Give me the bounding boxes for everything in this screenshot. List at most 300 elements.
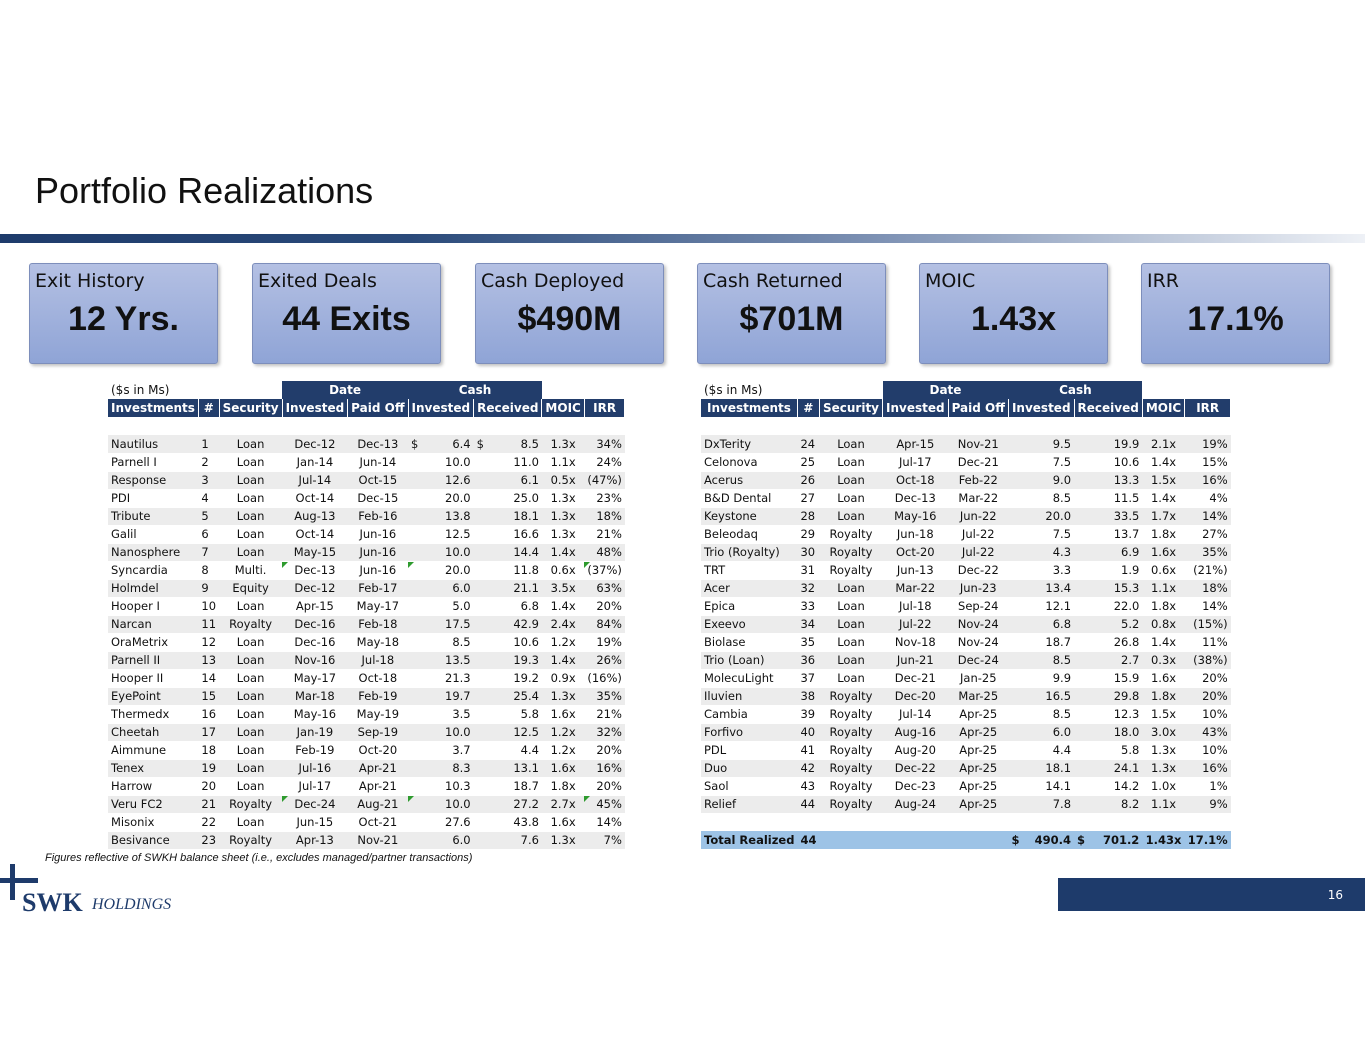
investment-name: Saol bbox=[701, 777, 797, 795]
total-irr: 17.1% bbox=[1185, 831, 1231, 849]
cash-received: 18.1 bbox=[474, 507, 542, 525]
deal-number: 32 bbox=[797, 579, 819, 597]
irr-value: 26% bbox=[584, 651, 625, 669]
security-type: Royalty bbox=[819, 543, 882, 561]
table-row bbox=[701, 489, 1231, 507]
deal-number: 2 bbox=[198, 453, 219, 471]
cash-received: 11.8 bbox=[474, 561, 542, 579]
cash-invested: 4.4 bbox=[1008, 741, 1074, 759]
moic-value: 0.6x bbox=[1142, 561, 1184, 579]
date-invested: Dec-13 bbox=[282, 561, 348, 579]
cash-received: 2.7 bbox=[1074, 651, 1142, 669]
moic-value: 1.8x bbox=[542, 777, 584, 795]
security-type: Loan bbox=[219, 759, 282, 777]
cash-invested: 4.3 bbox=[1008, 543, 1074, 561]
investment-name: Narcan bbox=[108, 615, 198, 633]
security-type: Loan bbox=[819, 489, 882, 507]
date-paid-off: Jun-16 bbox=[348, 561, 408, 579]
date-invested: Oct-14 bbox=[282, 489, 348, 507]
date-invested: Dec-23 bbox=[883, 777, 949, 795]
cash-received: 12.5 bbox=[474, 723, 542, 741]
date-paid-off: Feb-18 bbox=[348, 615, 408, 633]
cash-received: 25.0 bbox=[474, 489, 542, 507]
cash-received: 27.2 bbox=[474, 795, 542, 813]
cash-received: 24.1 bbox=[1074, 759, 1142, 777]
investment-name: Forfivo bbox=[701, 723, 797, 741]
date-paid-off: Feb-19 bbox=[348, 687, 408, 705]
cash-invested: 8.3 bbox=[408, 759, 474, 777]
security-type: Loan bbox=[819, 435, 882, 453]
table-row bbox=[701, 705, 1231, 723]
date-paid-off: Nov-21 bbox=[348, 831, 408, 849]
irr-value: (38%) bbox=[1185, 651, 1231, 669]
total-count: 44 bbox=[797, 831, 819, 849]
moic-value: 1.7x bbox=[1142, 507, 1184, 525]
cash-received: 18.0 bbox=[1074, 723, 1142, 741]
table-row bbox=[108, 543, 625, 561]
table-row bbox=[108, 435, 625, 453]
date-invested: Nov-16 bbox=[282, 651, 348, 669]
table-row bbox=[701, 741, 1231, 759]
date-invested: Feb-19 bbox=[282, 741, 348, 759]
date-invested: Jun-18 bbox=[883, 525, 949, 543]
moic-value: 1.4x bbox=[1142, 633, 1184, 651]
date-invested: Dec-16 bbox=[282, 615, 348, 633]
deal-number: 19 bbox=[198, 759, 219, 777]
col-header-received: Received bbox=[1074, 399, 1142, 417]
title-divider-bar bbox=[0, 234, 1365, 243]
stat-label: Cash Returned bbox=[703, 270, 843, 292]
cash-received: 26.8 bbox=[1074, 633, 1142, 651]
date-paid-off: Apr-25 bbox=[948, 777, 1008, 795]
moic-value: 1.6x bbox=[542, 813, 584, 831]
investment-name: Acerus bbox=[701, 471, 797, 489]
irr-value: 11% bbox=[1185, 633, 1231, 651]
cash-received: 15.9 bbox=[1074, 669, 1142, 687]
date-paid-off: Sep-24 bbox=[948, 597, 1008, 615]
moic-value: 1.4x bbox=[542, 597, 584, 615]
irr-value: 16% bbox=[584, 759, 625, 777]
table-row bbox=[108, 525, 625, 543]
cash-received: 19.2 bbox=[474, 669, 542, 687]
date-invested: Mar-22 bbox=[883, 579, 949, 597]
col-header-moic: MOIC bbox=[542, 399, 584, 417]
footnote: Figures reflective of SWKH balance sheet (i.e., excludes managed/partner transactions) bbox=[45, 852, 473, 864]
cash-invested: 27.6 bbox=[408, 813, 474, 831]
table-row bbox=[701, 687, 1231, 705]
stat-value: 17.1% bbox=[1187, 300, 1284, 338]
irr-value: 20% bbox=[1185, 687, 1231, 705]
cash-invested: 9.5 bbox=[1008, 435, 1074, 453]
deal-number: 16 bbox=[198, 705, 219, 723]
moic-value: 1.5x bbox=[1142, 705, 1184, 723]
security-type: Loan bbox=[219, 507, 282, 525]
cash-invested: $ 6.4 bbox=[408, 435, 474, 453]
date-paid-off: Feb-17 bbox=[348, 579, 408, 597]
swk-holdings-logo bbox=[0, 860, 200, 915]
security-type: Loan bbox=[819, 471, 882, 489]
deal-number: 20 bbox=[198, 777, 219, 795]
deal-number: 36 bbox=[797, 651, 819, 669]
irr-value: 9% bbox=[1185, 795, 1231, 813]
cash-received: 15.3 bbox=[1074, 579, 1142, 597]
moic-value: 1.6x bbox=[542, 759, 584, 777]
cash-invested: 18.7 bbox=[1008, 633, 1074, 651]
irr-value: 63% bbox=[584, 579, 625, 597]
security-type: Loan bbox=[219, 633, 282, 651]
date-invested: Dec-12 bbox=[282, 579, 348, 597]
table-row bbox=[701, 579, 1231, 597]
date-paid-off: Aug-21 bbox=[348, 795, 408, 813]
moic-value: 1.6x bbox=[1142, 669, 1184, 687]
cash-invested: 8.5 bbox=[1008, 489, 1074, 507]
date-invested: Jun-21 bbox=[883, 651, 949, 669]
stat-value: $490M bbox=[517, 300, 622, 338]
date-invested: Jul-14 bbox=[282, 471, 348, 489]
cash-received: 42.9 bbox=[474, 615, 542, 633]
investment-name: Holmdel bbox=[108, 579, 198, 597]
security-type: Loan bbox=[819, 507, 882, 525]
table-row bbox=[108, 561, 625, 579]
irr-value: (37%) bbox=[584, 561, 625, 579]
deal-number: 13 bbox=[198, 651, 219, 669]
cash-received: 25.4 bbox=[474, 687, 542, 705]
irr-value: 18% bbox=[1185, 579, 1231, 597]
security-type: Royalty bbox=[819, 759, 882, 777]
irr-value: (15%) bbox=[1185, 615, 1231, 633]
date-paid-off: Jan-25 bbox=[948, 669, 1008, 687]
table-row bbox=[701, 453, 1231, 471]
deal-number: 9 bbox=[198, 579, 219, 597]
security-type: Loan bbox=[219, 471, 282, 489]
deal-number: 17 bbox=[198, 723, 219, 741]
investment-name: Trio (Loan) bbox=[701, 651, 797, 669]
irr-value: 14% bbox=[1185, 597, 1231, 615]
cash-group-header: Cash bbox=[408, 381, 542, 399]
cash-invested: 3.3 bbox=[1008, 561, 1074, 579]
date-paid-off: May-19 bbox=[348, 705, 408, 723]
cash-received: 14.4 bbox=[474, 543, 542, 561]
date-invested: Oct-14 bbox=[282, 525, 348, 543]
security-type: Royalty bbox=[819, 705, 882, 723]
deal-number: 5 bbox=[198, 507, 219, 525]
col-header-date-invested: Invested bbox=[282, 399, 348, 417]
date-invested: Dec-24 bbox=[282, 795, 348, 813]
table-row bbox=[701, 543, 1231, 561]
stat-card-cash-deployed bbox=[475, 263, 664, 364]
investment-name: Thermedx bbox=[108, 705, 198, 723]
cash-received: 6.8 bbox=[474, 597, 542, 615]
investment-name: OraMetrix bbox=[108, 633, 198, 651]
irr-value: 32% bbox=[584, 723, 625, 741]
date-paid-off: Nov-21 bbox=[948, 435, 1008, 453]
stat-card-exited-deals bbox=[252, 263, 441, 364]
irr-value: 20% bbox=[584, 597, 625, 615]
deal-number: 12 bbox=[198, 633, 219, 651]
investment-name: Epica bbox=[701, 597, 797, 615]
col-header-number: # bbox=[198, 399, 219, 417]
date-paid-off: Jun-22 bbox=[948, 507, 1008, 525]
deal-number: 34 bbox=[797, 615, 819, 633]
investment-name: Keystone bbox=[701, 507, 797, 525]
table-row bbox=[108, 759, 625, 777]
cash-invested: 6.0 bbox=[408, 831, 474, 849]
irr-value: 35% bbox=[1185, 543, 1231, 561]
deal-number: 15 bbox=[198, 687, 219, 705]
date-paid-off: Apr-21 bbox=[348, 759, 408, 777]
date-invested: Mar-18 bbox=[282, 687, 348, 705]
table-row bbox=[108, 615, 625, 633]
date-invested: Dec-20 bbox=[883, 687, 949, 705]
date-paid-off: Apr-25 bbox=[948, 705, 1008, 723]
irr-value: 20% bbox=[584, 741, 625, 759]
security-type: Loan bbox=[819, 579, 882, 597]
moic-value: 1.5x bbox=[1142, 471, 1184, 489]
investment-name: PDL bbox=[701, 741, 797, 759]
date-paid-off: Jun-16 bbox=[348, 543, 408, 561]
cash-invested: 10.3 bbox=[408, 777, 474, 795]
total-received: $ 701.2 bbox=[1074, 831, 1142, 849]
deal-number: 42 bbox=[797, 759, 819, 777]
moic-value: 0.3x bbox=[1142, 651, 1184, 669]
date-invested: Dec-22 bbox=[883, 759, 949, 777]
date-paid-off: Oct-18 bbox=[348, 669, 408, 687]
col-header-irr: IRR bbox=[584, 399, 625, 417]
cash-invested: 10.0 bbox=[408, 543, 474, 561]
date-paid-off: Jun-14 bbox=[348, 453, 408, 471]
irr-value: 10% bbox=[1185, 741, 1231, 759]
date-invested: Jul-14 bbox=[883, 705, 949, 723]
table-row bbox=[701, 507, 1231, 525]
investment-name: Tribute bbox=[108, 507, 198, 525]
stat-value: 12 Yrs. bbox=[68, 300, 179, 338]
cash-received: 13.7 bbox=[1074, 525, 1142, 543]
cash-invested: 13.4 bbox=[1008, 579, 1074, 597]
deal-number: 4 bbox=[198, 489, 219, 507]
cash-invested: 17.5 bbox=[408, 615, 474, 633]
deal-number: 41 bbox=[797, 741, 819, 759]
date-paid-off: Apr-25 bbox=[948, 741, 1008, 759]
security-type: Royalty bbox=[819, 561, 882, 579]
moic-value: 1.3x bbox=[542, 687, 584, 705]
irr-value: 14% bbox=[584, 813, 625, 831]
col-header-investments: Investments bbox=[108, 399, 198, 417]
irr-value: 20% bbox=[584, 777, 625, 795]
logo-brand: SWK bbox=[22, 888, 83, 917]
security-type: Loan bbox=[219, 705, 282, 723]
irr-value: 20% bbox=[1185, 669, 1231, 687]
table-row bbox=[701, 759, 1231, 777]
cash-invested: 14.1 bbox=[1008, 777, 1074, 795]
cash-received: 22.0 bbox=[1074, 597, 1142, 615]
moic-value: 1.4x bbox=[1142, 453, 1184, 471]
deal-number: 27 bbox=[797, 489, 819, 507]
table-row bbox=[108, 507, 625, 525]
cash-invested: 7.8 bbox=[1008, 795, 1074, 813]
date-paid-off: Jun-16 bbox=[348, 525, 408, 543]
deal-number: 37 bbox=[797, 669, 819, 687]
page-number-bar bbox=[1058, 878, 1365, 911]
cash-invested: 7.5 bbox=[1008, 525, 1074, 543]
deal-number: 28 bbox=[797, 507, 819, 525]
security-type: Royalty bbox=[819, 795, 882, 813]
investment-name: Response bbox=[108, 471, 198, 489]
col-header-irr: IRR bbox=[1185, 399, 1231, 417]
cash-received: 43.8 bbox=[474, 813, 542, 831]
date-paid-off: Dec-15 bbox=[348, 489, 408, 507]
units-label: ($s in Ms) bbox=[108, 381, 282, 399]
cash-received: $ 8.5 bbox=[474, 435, 542, 453]
irr-value: 48% bbox=[584, 543, 625, 561]
realizations-table-left bbox=[108, 381, 625, 850]
investment-name: TRT bbox=[701, 561, 797, 579]
investment-name: Misonix bbox=[108, 813, 198, 831]
table-row bbox=[701, 651, 1231, 669]
stat-label: Exited Deals bbox=[258, 270, 377, 292]
cash-invested: 20.0 bbox=[1008, 507, 1074, 525]
table-row bbox=[701, 795, 1231, 813]
irr-value: 35% bbox=[584, 687, 625, 705]
irr-value: 4% bbox=[1185, 489, 1231, 507]
deal-number: 10 bbox=[198, 597, 219, 615]
security-type: Loan bbox=[219, 723, 282, 741]
investment-name: Besivance bbox=[108, 831, 198, 849]
investment-name: DxTerity bbox=[701, 435, 797, 453]
investment-name: Cheetah bbox=[108, 723, 198, 741]
deal-number: 29 bbox=[797, 525, 819, 543]
cash-received: 29.8 bbox=[1074, 687, 1142, 705]
deal-number: 30 bbox=[797, 543, 819, 561]
cash-received: 5.2 bbox=[1074, 615, 1142, 633]
date-paid-off: Apr-21 bbox=[348, 777, 408, 795]
stat-label: IRR bbox=[1147, 270, 1180, 292]
irr-value: 19% bbox=[584, 633, 625, 651]
investment-name: Veru FC2 bbox=[108, 795, 198, 813]
deal-number: 43 bbox=[797, 777, 819, 795]
cash-received: 10.6 bbox=[474, 633, 542, 651]
moic-value: 2.4x bbox=[542, 615, 584, 633]
irr-value: 45% bbox=[584, 795, 625, 813]
stat-card-exit-history bbox=[29, 263, 218, 364]
cash-invested: 10.0 bbox=[408, 453, 474, 471]
col-header-cash-invested: Invested bbox=[408, 399, 474, 417]
date-invested: Aug-13 bbox=[282, 507, 348, 525]
cash-invested: 18.1 bbox=[1008, 759, 1074, 777]
date-paid-off: Dec-21 bbox=[948, 453, 1008, 471]
page-title: Portfolio Realizations bbox=[35, 170, 374, 211]
page-number: 16 bbox=[1327, 888, 1343, 902]
moic-value: 1.2x bbox=[542, 723, 584, 741]
investment-name: B&D Dental bbox=[701, 489, 797, 507]
moic-value: 1.3x bbox=[542, 435, 584, 453]
cash-received: 11.5 bbox=[1074, 489, 1142, 507]
cash-invested: 19.7 bbox=[408, 687, 474, 705]
date-invested: Dec-13 bbox=[883, 489, 949, 507]
table-row bbox=[108, 489, 625, 507]
moic-value: 1.4x bbox=[1142, 489, 1184, 507]
moic-value: 1.8x bbox=[1142, 525, 1184, 543]
irr-value: 15% bbox=[1185, 453, 1231, 471]
col-header-number: # bbox=[797, 399, 819, 417]
table-row bbox=[108, 741, 625, 759]
date-invested: May-17 bbox=[282, 669, 348, 687]
table-row bbox=[108, 597, 625, 615]
deal-number: 14 bbox=[198, 669, 219, 687]
cash-invested: 6.0 bbox=[408, 579, 474, 597]
cash-received: 18.7 bbox=[474, 777, 542, 795]
date-invested: Aug-16 bbox=[883, 723, 949, 741]
investment-name: Hooper I bbox=[108, 597, 198, 615]
stat-label: MOIC bbox=[925, 270, 976, 292]
table-row bbox=[108, 723, 625, 741]
cash-invested: 20.0 bbox=[408, 489, 474, 507]
cash-invested: 21.3 bbox=[408, 669, 474, 687]
total-label: Total Realized bbox=[701, 831, 797, 849]
units-label: ($s in Ms) bbox=[701, 381, 883, 399]
investment-name: Parnell I bbox=[108, 453, 198, 471]
deal-number: 25 bbox=[797, 453, 819, 471]
moic-value: 0.8x bbox=[1142, 615, 1184, 633]
date-paid-off: Jul-22 bbox=[948, 543, 1008, 561]
security-type: Loan bbox=[219, 741, 282, 759]
security-type: Loan bbox=[819, 633, 882, 651]
deal-number: 40 bbox=[797, 723, 819, 741]
date-invested: Jun-13 bbox=[883, 561, 949, 579]
cash-invested: 9.9 bbox=[1008, 669, 1074, 687]
moic-value: 0.9x bbox=[542, 669, 584, 687]
moic-value: 1.2x bbox=[542, 633, 584, 651]
table-row bbox=[108, 831, 625, 849]
date-invested: Jul-17 bbox=[282, 777, 348, 795]
irr-value: (16%) bbox=[584, 669, 625, 687]
stat-card-cash-returned bbox=[697, 263, 886, 364]
date-paid-off: Nov-24 bbox=[948, 615, 1008, 633]
security-type: Equity bbox=[219, 579, 282, 597]
moic-value: 3.5x bbox=[542, 579, 584, 597]
cash-received: 16.6 bbox=[474, 525, 542, 543]
date-paid-off: May-17 bbox=[348, 597, 408, 615]
security-type: Loan bbox=[219, 597, 282, 615]
date-invested: May-15 bbox=[282, 543, 348, 561]
cash-received: 14.2 bbox=[1074, 777, 1142, 795]
table-row bbox=[701, 633, 1231, 651]
deal-number: 44 bbox=[797, 795, 819, 813]
security-type: Royalty bbox=[819, 525, 882, 543]
total-invested: $ 490.4 bbox=[1008, 831, 1074, 849]
deal-number: 21 bbox=[198, 795, 219, 813]
col-header-moic: MOIC bbox=[1142, 399, 1184, 417]
irr-value: 24% bbox=[584, 453, 625, 471]
date-paid-off: Oct-21 bbox=[348, 813, 408, 831]
table-row bbox=[108, 705, 625, 723]
moic-value: 1.3x bbox=[542, 507, 584, 525]
cash-received: 5.8 bbox=[1074, 741, 1142, 759]
moic-value: 1.1x bbox=[542, 453, 584, 471]
irr-value: 34% bbox=[584, 435, 625, 453]
cash-invested: 13.5 bbox=[408, 651, 474, 669]
table-row bbox=[701, 597, 1231, 615]
cash-invested: 6.8 bbox=[1008, 615, 1074, 633]
irr-value: 14% bbox=[1185, 507, 1231, 525]
deal-number: 7 bbox=[198, 543, 219, 561]
stat-value: $701M bbox=[739, 300, 844, 338]
security-type: Loan bbox=[219, 525, 282, 543]
irr-value: 18% bbox=[584, 507, 625, 525]
irr-value: 27% bbox=[1185, 525, 1231, 543]
cash-invested: 8.5 bbox=[1008, 705, 1074, 723]
date-paid-off: Feb-16 bbox=[348, 507, 408, 525]
deal-number: 11 bbox=[198, 615, 219, 633]
